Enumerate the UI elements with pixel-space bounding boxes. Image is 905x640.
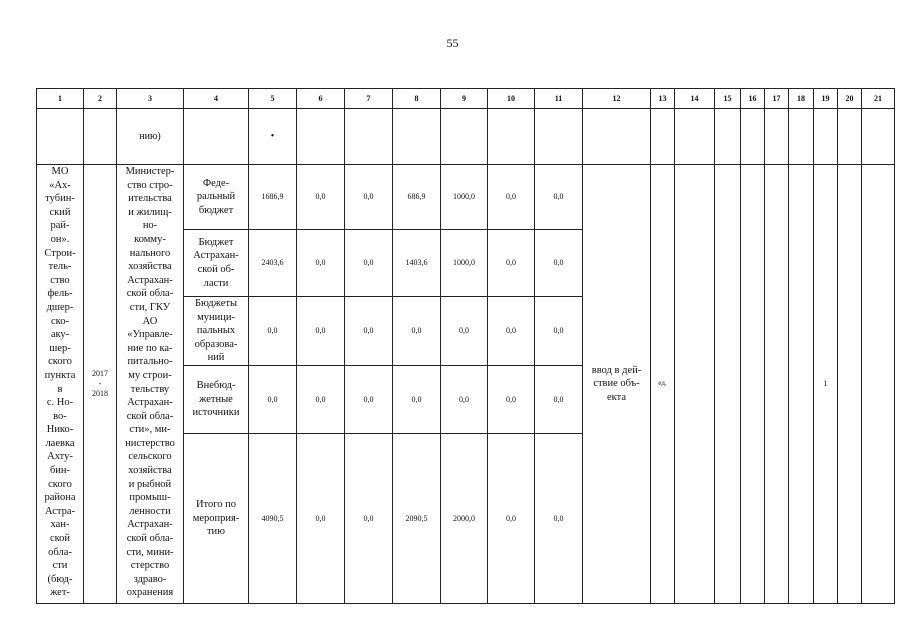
header-cell: 19 (814, 89, 838, 109)
header-cell: 2 (84, 89, 117, 109)
funding-source: Феде- ральный бюджет (184, 165, 249, 230)
header-cell: 6 (297, 89, 345, 109)
value-cell: 0,0 (297, 297, 345, 366)
header-cell: 1 (37, 89, 84, 109)
value-cell: 0,0 (441, 365, 488, 433)
value-cell: 0,0 (249, 297, 297, 366)
header-cell: 7 (345, 89, 393, 109)
header-cell: 21 (862, 89, 895, 109)
value-cell: 4090,5 (249, 433, 297, 603)
value-cell: 2403,6 (249, 230, 297, 297)
value-cell: 1686,9 (249, 165, 297, 230)
value-cell: 0,0 (488, 230, 535, 297)
value-cell: 0,0 (393, 365, 441, 433)
value-cell: 0,0 (345, 433, 393, 603)
value-cell: 0,0 (297, 230, 345, 297)
value-cell: 0,0 (393, 297, 441, 366)
value-cell: 2000,0 (441, 433, 488, 603)
header-cell: 13 (651, 89, 675, 109)
table-row (37, 165, 895, 230)
executor: Министер- ство стро- ительства и жилищ- но- комму- нального хозяйства Астрахан- ской обла- сти, ГКУ АО «Управле- ние по ка- питально- му строи- тельству Астрахан- ской обла- сти», ми- нистерство сельского хозяйства и рыбной промыш- ленности Астрахан- ской обла- сти, мини- стерство здраво- охранения (117, 165, 184, 604)
continuation-row (37, 109, 895, 165)
header-cell: 9 (441, 89, 488, 109)
page-number: 55 (446, 36, 459, 50)
header-cell: 20 (838, 89, 862, 109)
funding-source: Внебюд- жетные источники (184, 365, 249, 433)
funding-source: Бюджет Астрахан- ской об- ласти (184, 230, 249, 297)
value-cell: 0,0 (535, 297, 583, 366)
value-cell: 0,0 (297, 433, 345, 603)
result-text: ввод в дей- ствие объ- екта (583, 165, 651, 604)
header-cell: 11 (535, 89, 583, 109)
header-cell: 18 (789, 89, 814, 109)
value-cell: 0,0 (297, 365, 345, 433)
value-cell: 0,0 (535, 433, 583, 603)
value-cell: 0,0 (441, 297, 488, 366)
value-cell: 0,0 (488, 297, 535, 366)
value-cell: 0,0 (345, 365, 393, 433)
funding-source: Итого по мероприя- тию (184, 433, 249, 603)
continuation-text: нию) (117, 109, 184, 165)
value-cell: 0,0 (535, 365, 583, 433)
header-cell: 8 (393, 89, 441, 109)
header-cell: 16 (741, 89, 765, 109)
value-cell: 0,0 (488, 365, 535, 433)
value-cell: 0,0 (345, 165, 393, 230)
header-cell: 12 (583, 89, 651, 109)
header-cell: 14 (675, 89, 715, 109)
value-cell: 0,0 (488, 165, 535, 230)
value-cell: 686,9 (393, 165, 441, 230)
object-name: МО «Ах- тубин- ский рай- он». Строи- тель- ство фель- дшер- ско- аку- шер- ского пункта в с. Но- во- Нико- лаевка Ахту- бин- ского района Астра- хан- ской обла- сти (бюд- жет- (37, 165, 84, 604)
value-cell: 2090,5 (393, 433, 441, 603)
header-cell: 15 (715, 89, 741, 109)
header-cell: 10 (488, 89, 535, 109)
program-table (36, 88, 895, 604)
continuation-mark: • (249, 109, 297, 165)
unit: ед. (651, 165, 675, 604)
value-cell: 0,0 (535, 230, 583, 297)
value-cell: 1000,0 (441, 165, 488, 230)
value-cell: 0,0 (249, 365, 297, 433)
value-cell: 1403,6 (393, 230, 441, 297)
header-cell: 4 (184, 89, 249, 109)
value-cell: 1 (814, 165, 838, 604)
header-cell: 17 (765, 89, 789, 109)
years: 2017 - 2018 (84, 165, 117, 604)
value-cell: 0,0 (345, 230, 393, 297)
header-row (37, 89, 895, 109)
value-cell: 1000,0 (441, 230, 488, 297)
header-cell: 5 (249, 89, 297, 109)
value-cell: 0,0 (297, 165, 345, 230)
header-cell: 3 (117, 89, 184, 109)
value-cell: 0,0 (535, 165, 583, 230)
funding-source: Бюджеты муници- пальных образова- ний (184, 297, 249, 366)
value-cell: 0,0 (488, 433, 535, 603)
value-cell: 0,0 (345, 297, 393, 366)
